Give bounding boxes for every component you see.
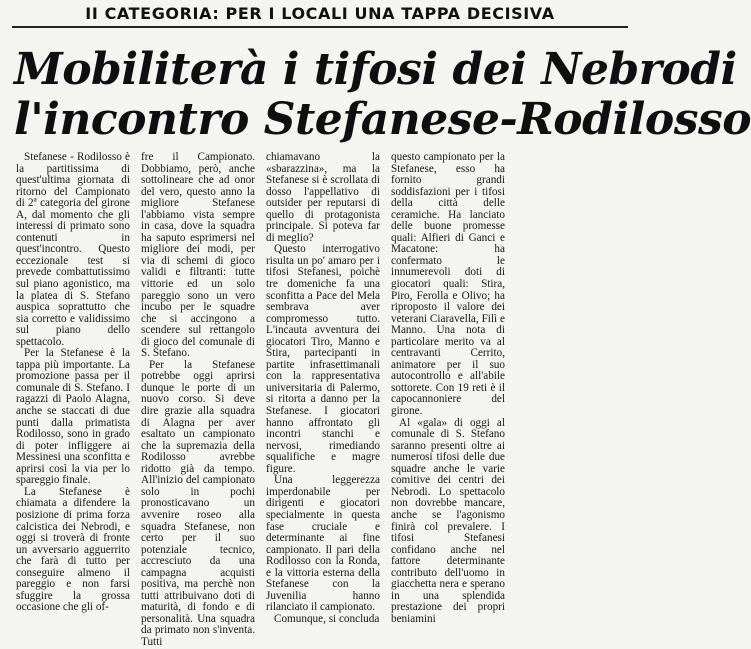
paragraph: Questo interrogativo risulta un po' amaro per i tifosi Stefanesi, poichè tre domeniche fa una sconfitta a Pace del Mela sembrava aver compromesso tutto. L'incauta avventura dei giocatori Tiro, Manno e Stira, partecipanti in partite infrasettimanali con la rappresentativa universitaria di Palermo, si ritorta a danno per la Stefanese. I giocatori hanno affrontato gli incontri stanchi e nervosi, rimediando squalifiche e magre figure. (266, 243, 380, 475)
paragraph: Una leggerezza imperdonabile per dirigenti e giocatori specialmente in questa fase cruciale e determinante ai fine campionato. Il pari della Rodilosso con la Ronda, e la vittoria esterna della Stefanese con la Juvenilia hanno rilanciato il campionato. (266, 474, 380, 614)
article-column-3 (266, 151, 380, 625)
paragraph: Al «gala» di oggi al comunale di S. Stefano saranno presenti oltre ai numerosi tifosi delle due squadre anche le varie comitive dei centri dei Nebrodi. Lo spettacolo non dovrebbe mancare, anche se l'agonismo finirà col prevalere. I tifosi Stefanesi confidano anche nel fattore determinante contributo dell'uomo in giacchetta nera e sperano in una splendida prestazione dei propri beniamini (391, 416, 505, 625)
article-column-4 (391, 151, 505, 625)
paragraph: La Stefanese è chiamata a difendere la posizione di prima forza calcistica dei Nebrodi, e oggi si troverà di fronte un avversario agguerrito che farà di tutto per conseguire almeno il pareggio e non farsi sfuggire la grossa occasione che gli of- (16, 485, 130, 614)
headline-line-2: l'incontro Stefanese-Rodilosso (14, 94, 751, 145)
headline-line-1: Mobiliterà i tifosi dei Nebrodi (14, 44, 737, 95)
paragraph: Per la Stefanese potrebbe oggi aprirsi dunque le porte di un nuovo corso. Si deve dire grazie alla squadra di Alagna per aver esaltato un campionato che la supremazia della Rodilosso avrebbe ridotto già da tempo. All'inizio del campionato solo in pochi pronosticavano un avvenire roseo alla squadra Stefanese, non certo per il suo potenziale tecnico, accresciuto da una campagna acquisti positiva, ma perchè non tutti attribuivano doti di maturità, di fondo e di personalità. Una squadra da primato non s'inventa. Tutti (141, 358, 255, 648)
paragraph: fre il Campionato. Dobbiamo, però, anche sottolineare che ad onor del vero, questo anno la migliore Stefanese l'abbiamo vista sempre in casa, dove la squadra ha saputo esprimersi nel migliore dei modi, per via di schemi di gioco validi e filtranti: tutte vittorie ed un solo pareggio sono un vero incubo per le squadre che si accingono a scendere sul rettangolo di gioco del comunale di S. Stefano. (141, 151, 255, 360)
section-kicker: II CATEGORIA: PER I LOCALI UNA TAPPA DECISIVA (85, 4, 555, 23)
article-column-1 (16, 151, 130, 614)
kicker-rule (12, 26, 628, 28)
paragraph: Per la Stefanese è la tappa più importante. La promozione passa per il comunale di S. Stefano. I ragazzi di Paolo Alagna, anche se staccati di due punti dalla primatista Rodilosso, sono in grado di poter infliggere ai Messinesi una sconfitta e aprirsi così la via per lo spareggio finale. (16, 347, 130, 487)
paragraph: Stefanese - Rodilosso è la partitissima di quest'ultima giornata di ritorno del Campionato di 2ª categoria del girone A, dal momento che gli interessi di primato sono contenuti in quest'incontro. Questo eccezionale test si prevede combattutissimo sul piano agonistico, ma la platea di S. Stefano auspica soprattutto che sia corretto e validissimo sul piano dello spettacolo. (16, 151, 130, 348)
article-body (16, 151, 632, 648)
paragraph: chiamavano la «sbarazzina», ma la Stefanese si è scrollata di dosso l'appellativo di outsider per reputarsi di quello di protagonista principale. Si poteva far di meglio? (266, 151, 380, 244)
article-column-2 (141, 151, 255, 648)
paragraph: questo campionato per la Stefanese, esso ha fornito grandi soddisfazioni per i tifosi della città delle ceramiche. Ha lanciato delle buone promesse quali: Alfieri di Ganci e Macatone: ha confermato le innumerevoli doti di giocatori quali: Stira, Piro, Ferolla e Olivo; ha riproposto il valore dei veterani Ciaravella, Filì e Manno. Una nota di particolare merito va al centravanti Cerrito, animatore per il suo autocontrollo e all'abile sottorete. Con 19 reti è il capocannoniere del girone. (391, 151, 505, 418)
paragraph: Comunque, si concluda (274, 612, 380, 625)
